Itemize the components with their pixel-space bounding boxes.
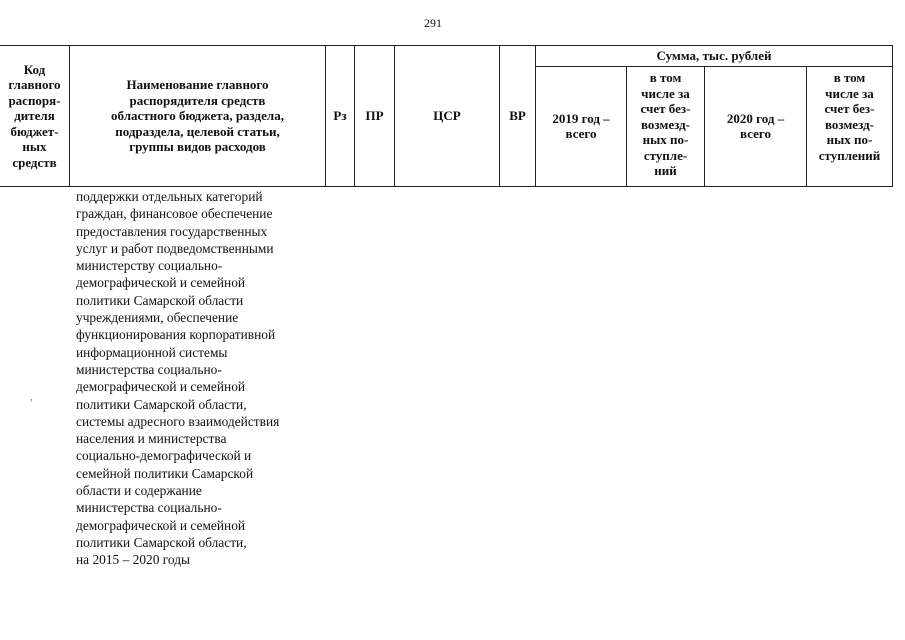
text-line: областного бюджета, раздела, <box>111 108 284 124</box>
text-line: на 2015 – 2020 годы <box>76 552 191 568</box>
text-line: счет без- <box>824 101 875 116</box>
header-rz-label: Рз <box>333 108 347 124</box>
text-line: Наименование главного <box>126 77 269 93</box>
text-line: числе за <box>641 85 690 101</box>
header-vr-label: ВР <box>509 108 526 124</box>
header-rz-column <box>326 46 355 186</box>
text-line: населения и министерства <box>76 431 227 447</box>
text-line: числе за <box>825 85 874 101</box>
text-line: 2020 год – <box>726 110 785 126</box>
text-line: ных по- <box>642 132 689 147</box>
text-line: распоря- <box>8 92 61 108</box>
text-line: демографической и семейной <box>76 379 246 395</box>
text-line: главного <box>8 77 61 93</box>
header-code-column <box>0 46 70 186</box>
header-2020-total <box>705 66 807 186</box>
text-line: министерства социально- <box>76 500 222 516</box>
text-line: граждан, финансовое обеспечение <box>76 206 273 222</box>
header-2019-total <box>536 66 627 186</box>
text-line: ний <box>654 163 677 178</box>
text-line: ступлений <box>818 147 881 163</box>
header-2019-grants <box>627 66 705 186</box>
text-line: социально-демографической и <box>76 448 252 464</box>
header-csr-column <box>395 46 500 186</box>
text-line: подраздела, целевой статьи, <box>115 123 280 139</box>
text-line: демографической и семейной <box>76 275 246 291</box>
header-2020-grants-text <box>819 70 881 163</box>
text-line: в том <box>833 70 866 85</box>
text-line: министерству социально- <box>76 258 223 274</box>
text-line: ных по- <box>826 132 873 147</box>
text-line: возмезд- <box>641 116 690 132</box>
text-line: в том <box>649 70 682 85</box>
row-name-text <box>76 188 326 569</box>
text-line: средств <box>12 154 57 170</box>
text-line: предоставления государственных <box>76 223 268 239</box>
text-line: области и содержание <box>76 483 202 499</box>
header-2019-grants-text <box>641 70 691 179</box>
text-line: политики Самарской области <box>76 292 244 308</box>
text-line: бюджет- <box>10 123 59 139</box>
text-line: ступле- <box>643 147 688 163</box>
text-line: дителя <box>14 108 55 124</box>
text-line: ных <box>22 139 47 155</box>
header-vr-column <box>500 46 536 186</box>
table-header <box>0 45 893 187</box>
text-line: всего <box>565 126 597 141</box>
header-2020-grants <box>807 66 892 186</box>
text-line: семейной политики Самарской <box>76 465 254 481</box>
text-line: политики Самарской области, <box>76 396 247 412</box>
text-line: услуг и работ подведомственными <box>76 240 274 256</box>
header-pr-label: ПР <box>365 108 384 124</box>
header-csr-label: ЦСР <box>433 108 461 124</box>
text-line: счет без- <box>640 101 691 116</box>
header-code-text <box>8 62 60 171</box>
text-line: функционирования корпоративной <box>76 327 276 343</box>
text-line: распорядителя средств <box>129 92 266 108</box>
header-2020-total-text <box>727 111 784 142</box>
text-line: 2019 год – <box>552 110 610 126</box>
header-pr-column <box>355 46 395 186</box>
header-name-text <box>111 77 284 155</box>
text-line: группы видов расходов <box>129 139 266 155</box>
scan-mark: , <box>30 392 33 403</box>
text-line: учреждениями, обеспечение <box>76 310 239 326</box>
page-number: 291 <box>424 16 442 30</box>
header-sum-group <box>536 46 892 186</box>
text-line: Код <box>23 61 46 77</box>
text-line: возмезд- <box>824 116 874 132</box>
text-line: всего <box>740 126 771 141</box>
text-line: информационной системы <box>76 344 228 360</box>
text-line: политики Самарской области, <box>76 534 247 550</box>
text-line: демографической и семейной <box>76 517 246 533</box>
text-line: системы адресного взаимодействия <box>76 413 280 429</box>
text-line: поддержки отдельных категорий <box>76 189 263 204</box>
header-2019-total-text <box>552 111 609 142</box>
header-sum-title: Сумма, тыс. рублей <box>536 46 892 67</box>
text-line: министерства социально- <box>76 361 222 377</box>
header-name-column <box>70 46 326 186</box>
